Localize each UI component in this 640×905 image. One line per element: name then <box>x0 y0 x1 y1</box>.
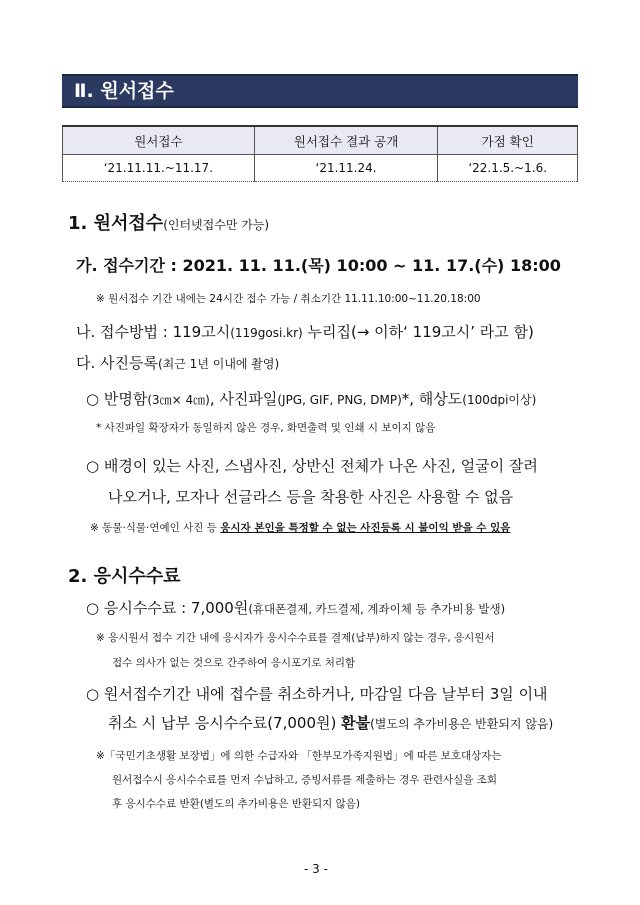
schedule-table <box>62 125 578 182</box>
photo-registration <box>76 352 279 373</box>
fee-amount: ○ 응시수수료 : 7,000원 <box>86 599 249 617</box>
table-row <box>63 155 578 182</box>
photo-restriction-1: ○ 배경이 있는 사진, 스냅사진, 상반신 전체가 나온 사진, 얼굴이 잘려 <box>86 457 538 475</box>
cancel-line-2 <box>108 712 553 733</box>
cancel-line-1: ○ 원서접수기간 내에 접수를 취소하거나, 마감일 다음 날부터 3일 이내 <box>86 685 548 703</box>
section-header <box>62 74 578 108</box>
section-1-title-note: (인터넷접수만 가능) <box>163 218 270 232</box>
table-cell: ‘21.11.24. <box>254 155 438 182</box>
photo-warning-emph: 응시자 본인을 특정할 수 없는 사진등록 시 불이익 받을 수 있음 <box>220 522 511 534</box>
photo-label: 다. 사진등록 <box>76 354 158 372</box>
basic-note-2: 원서접수시 응시수수료를 먼저 수납하고, 증빙서류를 제출하는 경우 관련사실을 조회 <box>112 774 498 786</box>
method-site[interactable]: (119gosi.kr) <box>230 326 303 340</box>
photo-spec-c: , 사진파일 <box>209 390 278 408</box>
photo-spec-d: (JPG, GIF, PNG, DMP) <box>277 393 402 407</box>
col-header: 가점 확인 <box>438 126 578 155</box>
photo-spec-b: (3㎝× 4㎝) <box>147 393 210 407</box>
fee-note-1: ※ 응시원서 접수 기간 내에 응시자가 응시수수료를 결제(납부)하지 않는 경우, 응시원서 <box>96 632 495 644</box>
method-suffix: 누리집(→ 이하‘ 119고시’ 라고 함) <box>302 323 534 341</box>
method-label: 나. 접수방법 : 119고시 <box>76 323 231 341</box>
table-header-row <box>63 126 578 155</box>
photo-ext-note: * 사진파일 확장자가 동일하지 않은 경우, 화면출력 및 인쇄 시 보이지 않음 <box>96 422 436 434</box>
photo-spec-e: *, 해상도 <box>401 390 463 408</box>
basic-note-1: ※「국민기초생활 보장법」에 의한 수급자와 「한부모가족지원법」에 따른 보호대상자는 <box>96 750 502 762</box>
photo-spec <box>86 388 536 409</box>
photo-spec-a: ○ 반명함 <box>86 390 148 408</box>
reception-period: 가. 접수기간 : 2021. 11. 11.(목) 10:00 ~ 11. 17.(수) 18:00 <box>76 256 561 275</box>
section-1-title: 1. 원서접수 <box>68 213 164 234</box>
reception-method <box>76 321 534 342</box>
photo-warning-pre: ※ 동물·식물·연예인 사진 등 <box>90 522 221 534</box>
cancel-refund-c: (별도의 추가비용은 반환되지 않음) <box>370 717 554 731</box>
cancel-refund-a: 취소 시 납부 응시수수료(7,000원) <box>108 714 342 732</box>
basic-note-3: 후 응시수수료 반환(별도의 추가비용은 반환되지 않음) <box>112 798 361 810</box>
fee-detail: (휴대폰결제, 카드결제, 계좌이체 등 추가비용 발생) <box>248 602 506 616</box>
table-cell: ‘21.11.11.~11.17. <box>63 155 255 182</box>
fee-line <box>86 597 505 618</box>
cancel-refund-b: 환불 <box>341 714 371 732</box>
photo-note: (최근 1년 이내에 촬영) <box>158 357 280 371</box>
section-1-heading <box>68 209 269 235</box>
photo-restriction-2: 나오거나, 모자나 선글라스 등을 착용한 사진은 사용할 수 없음 <box>108 488 514 506</box>
section-title: Ⅱ. 원서접수 <box>74 80 174 102</box>
section-2-title: 2. 응시수수료 <box>68 566 181 587</box>
col-header: 원서접수 결과 공개 <box>254 126 438 155</box>
reception-period-note: ※ 원서접수 기간 내에는 24시간 접수 가능 / 취소기간 11.11.10:00~11.20.18:00 <box>96 293 481 305</box>
fee-note-2: 접수 의사가 없는 것으로 간주하여 응시포기로 처리함 <box>112 657 356 669</box>
photo-warning <box>90 520 510 535</box>
photo-spec-f: (100dpi이상) <box>462 393 537 407</box>
table-cell: ‘22.1.5.~1.6. <box>438 155 578 182</box>
col-header: 원서접수 <box>63 126 255 155</box>
page-number: - 3 - <box>304 862 328 876</box>
